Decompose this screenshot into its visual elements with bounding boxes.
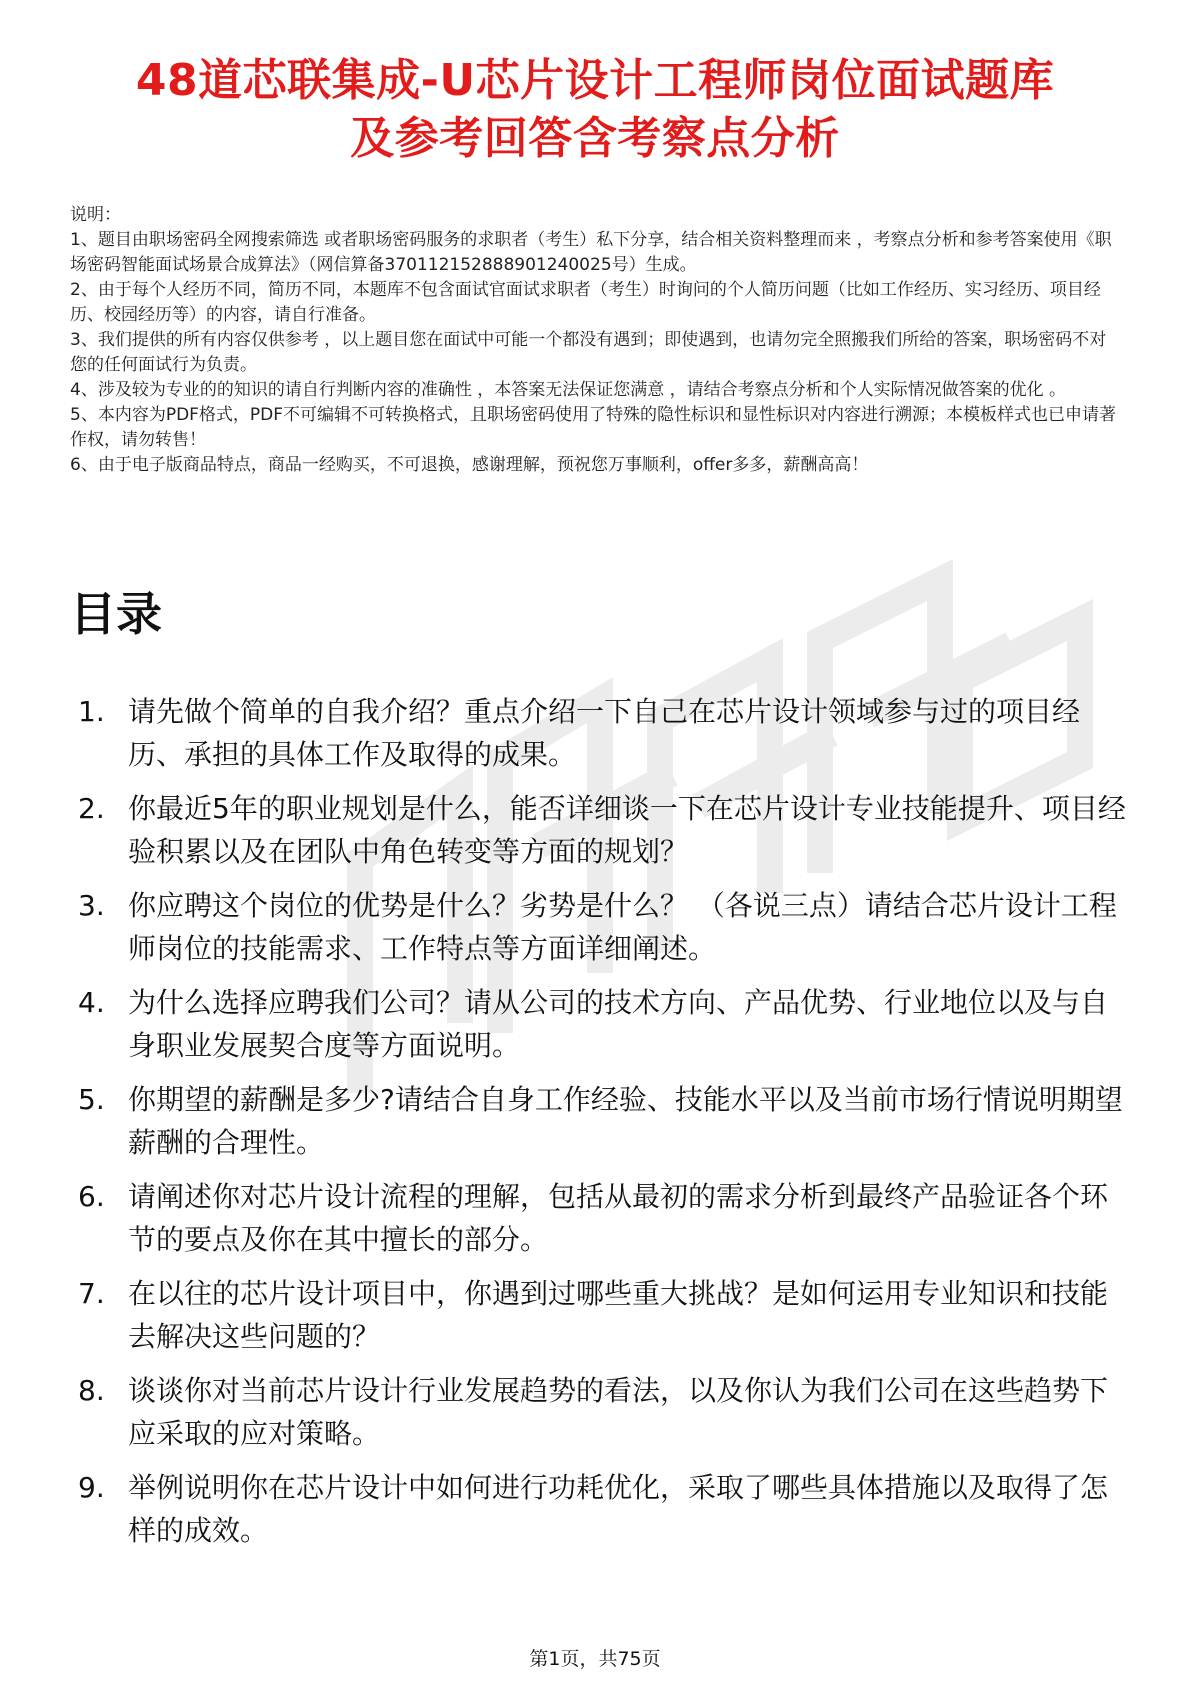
toc-item[interactable] [78, 1369, 1128, 1455]
toc-item-text: 谈谈你对当前芯片设计行业发展趋势的看法，以及你认为我们公司在这些趋势下应采取的应对策略。 [128, 1374, 1109, 1450]
document-title-line1: 48道芯联集成-U芯片设计工程师岗位面试题库 [135, 55, 1055, 106]
toc-item-text: 你应聘这个岗位的优势是什么？劣势是什么？ （各说三点）请结合芯片设计工程师岗位的技能需求、工作特点等方面详细阐述。 [128, 889, 1117, 965]
toc-list [78, 690, 1128, 1563]
toc-item-number: 8. [78, 1374, 105, 1407]
notes-heading: 说明： [70, 205, 121, 225]
notes-section [70, 203, 1120, 478]
page-footer: 第1页，共75页 [529, 1648, 661, 1670]
note-item: 2、由于每个人经历不同，简历不同，本题库不包含面试官面试求职者（考生）时询问的个人简历问题（比如工作经历、实习经历、项目经历、校园经历等）的内容，请自行准备。 [70, 280, 1101, 325]
note-item: 1、题目由职场密码全网搜索筛选 或者职场密码服务的求职者（考生）私下分享，结合相关资料整理而来 ，考察点分析和参考答案使用《职场密码智能面试场景合成算法》（网信算备370112152888901240025号）生成。 [70, 230, 1112, 275]
document-title [40, 52, 1150, 168]
toc-item-number: 7. [78, 1277, 105, 1310]
toc-item-text: 你最近5年的职业规划是什么，能否详细谈一下在芯片设计专业技能提升、项目经验积累以及在团队中角色转变等方面的规划？ [128, 792, 1126, 868]
toc-item-text: 为什么选择应聘我们公司？请从公司的技术方向、产品优势、行业地位以及与自身职业发展契合度等方面说明。 [128, 986, 1109, 1062]
note-item: 4、涉及较为专业的的知识的请自行判断内容的准确性 ，本答案无法保证您满意 ，请结合考察点分析和个人实际情况做答案的优化 。 [70, 380, 1067, 400]
toc-item-number: 4. [78, 986, 105, 1019]
toc-item-number: 5. [78, 1083, 105, 1116]
toc-heading: 目录 [70, 587, 162, 641]
toc-item[interactable] [78, 1272, 1128, 1358]
toc-item[interactable] [78, 787, 1128, 873]
toc-item-number: 2. [78, 792, 105, 825]
toc-item-text: 请阐述你对芯片设计流程的理解，包括从最初的需求分析到最终产品验证各个环节的要点及你在其中擅长的部分。 [128, 1180, 1109, 1256]
toc-item[interactable] [78, 690, 1128, 776]
note-item: 5、本内容为PDF格式，PDF不可编辑不可转换格式，且职场密码使用了特殊的隐性标识和显性标识对内容进行溯源；本模板样式也已申请著作权，请勿转售！ [70, 405, 1117, 450]
toc-item-text: 你期望的薪酬是多少?请结合自身工作经验、技能水平以及当前市场行情说明期望薪酬的合理性。 [128, 1083, 1123, 1159]
toc-item-number: 3. [78, 889, 105, 922]
toc-item[interactable] [78, 1078, 1128, 1164]
toc-item[interactable] [78, 1175, 1128, 1261]
toc-item-text: 请先做个简单的自我介绍？重点介绍一下自己在芯片设计领域参与过的项目经历、承担的具体工作及取得的成果。 [128, 695, 1081, 771]
note-item: 6、由于电子版商品特点，商品一经购买，不可退换，感谢理解，预祝您万事顺利，offer多多，薪酬高高！ [70, 455, 869, 475]
toc-item-number: 6. [78, 1180, 105, 1213]
toc-item[interactable] [78, 1466, 1128, 1552]
toc-item-number: 9. [78, 1471, 105, 1504]
toc-item-text: 在以往的芯片设计项目中，你遇到过哪些重大挑战？是如何运用专业知识和技能去解决这些问题的？ [128, 1277, 1109, 1353]
note-item: 3、我们提供的所有内容仅供参考 ，以上题目您在面试中可能一个都没有遇到；即使遇到，也请勿完全照搬我们所给的答案，职场密码不对您的任何面试行为负责。 [70, 330, 1107, 375]
toc-item-text: 举例说明你在芯片设计中如何进行功耗优化，采取了哪些具体措施以及取得了怎样的成效。 [128, 1471, 1109, 1547]
toc-item[interactable] [78, 981, 1128, 1067]
document-title-line2: 及参考回答含考察点分析 [350, 113, 840, 164]
toc-item-number: 1. [78, 695, 105, 728]
toc-item[interactable] [78, 884, 1128, 970]
